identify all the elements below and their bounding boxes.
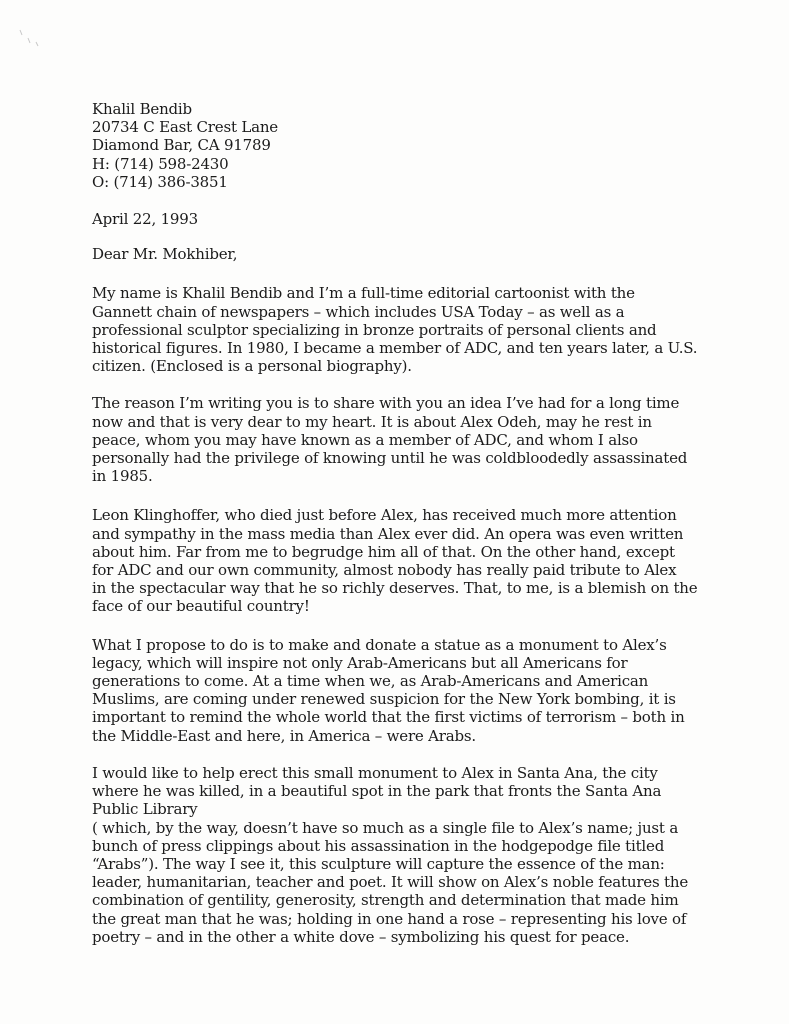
paragraph-line: My name is Khalil Bendib and I’m a full-time editorial cartoonist with the xyxy=(92,284,635,303)
paragraph-line: I would like to help erect this small monument to Alex in Santa Ana, the city xyxy=(92,763,658,782)
paragraph-line: peace, whom you may have known as a member of ADC, and whom I also xyxy=(92,430,638,449)
paragraph-line: leader, humanitarian, teacher and poet. It will show on Alex’s noble features the xyxy=(92,873,689,892)
paragraph-klinghoffer xyxy=(92,506,720,615)
paragraph-line: Leon Klinghoffer, who died just before Alex, has received much more attention xyxy=(92,506,677,525)
paragraph-line: Public Library xyxy=(92,800,198,819)
paragraph-line: ( which, by the way, doesn’t have so much as a single file to Alex’s name; just a xyxy=(92,818,679,837)
paragraph-line: Muslims, are coming under renewed suspicion for the New York bombing, it is xyxy=(92,690,676,709)
sender-address-block xyxy=(92,100,720,191)
paragraph-monument xyxy=(92,764,720,946)
paragraph-line: in the spectacular way that he so richly deserves. That, to me, is a blemish on the xyxy=(92,579,698,598)
paragraph-proposal xyxy=(92,636,720,745)
paragraph-line: now and that is very dear to my heart. It is about Alex Odeh, may he rest in xyxy=(92,412,652,431)
letter-body xyxy=(92,100,720,946)
paragraph-reason xyxy=(92,394,720,485)
paragraph-line: citizen. (Enclosed is a personal biography). xyxy=(92,357,412,376)
letter-date: April 22, 1993 xyxy=(92,210,198,229)
pencil-mark xyxy=(16,26,42,50)
paragraph-line: poetry – and in the other a white dove – symbolizing his quest for peace. xyxy=(92,927,630,946)
sender-name: Khalil Bendib xyxy=(92,100,192,118)
paragraph-line: bunch of press clippings about his assassination in the hodgepodge file titled xyxy=(92,836,665,855)
paragraph-line: important to remind the whole world that the first victims of terrorism – both in xyxy=(92,708,685,727)
paragraph-line: What I propose to do is to make and donate a statue as a monument to Alex’s xyxy=(92,635,667,654)
sender-home-phone: H: (714) 598-2430 xyxy=(92,154,229,173)
paragraph-line: the Middle-East and here, in America – were Arabs. xyxy=(92,726,476,745)
paragraph-introduction xyxy=(92,284,720,375)
paragraph-line: generations to come. At a time when we, as Arab-Americans and American xyxy=(92,672,649,691)
paragraph-line: face of our beautiful country! xyxy=(92,597,310,616)
paragraph-line: professional sculptor specializing in bronze portraits of personal clients and xyxy=(92,320,657,339)
salutation: Dear Mr. Mokhiber, xyxy=(92,245,238,264)
paragraph-line: the great man that he was; holding in one hand a rose – representing his love of xyxy=(92,909,687,928)
sender-street: 20734 C East Crest Lane xyxy=(92,118,278,137)
paragraph-line: combination of gentility, generosity, strength and determination that made him xyxy=(92,891,679,910)
paragraph-line: where he was killed, in a beautiful spot in the park that fronts the Santa Ana xyxy=(92,782,662,801)
paragraph-line: for ADC and our own community, almost nobody has really paid tribute to Alex xyxy=(92,561,677,580)
paragraph-line: in 1985. xyxy=(92,467,153,486)
paragraph-line: The reason I’m writing you is to share with you an idea I’ve had for a long time xyxy=(92,394,680,413)
sender-city: Diamond Bar, CA 91789 xyxy=(92,136,271,155)
paragraph-line: legacy, which will inspire not only Arab-Americans but all Americans for xyxy=(92,653,628,672)
paragraph-line: Gannett chain of newspapers – which includes USA Today – as well as a xyxy=(92,302,625,321)
paragraph-line: about him. Far from me to begrudge him all of that. On the other hand, except xyxy=(92,542,675,561)
paragraph-line: historical figures. In 1980, I became a member of ADC, and ten years later, a U.S. xyxy=(92,339,698,358)
paragraph-line: personally had the privilege of knowing until he was coldbloodedly assassinated xyxy=(92,449,688,468)
paragraph-line: and sympathy in the mass media than Alex ever did. An opera was even written xyxy=(92,524,684,543)
paragraph-line: “Arabs”). The way I see it, this sculpture will capture the essence of the man: xyxy=(92,854,665,873)
sender-office-phone: O: (714) 386-3851 xyxy=(92,172,228,191)
